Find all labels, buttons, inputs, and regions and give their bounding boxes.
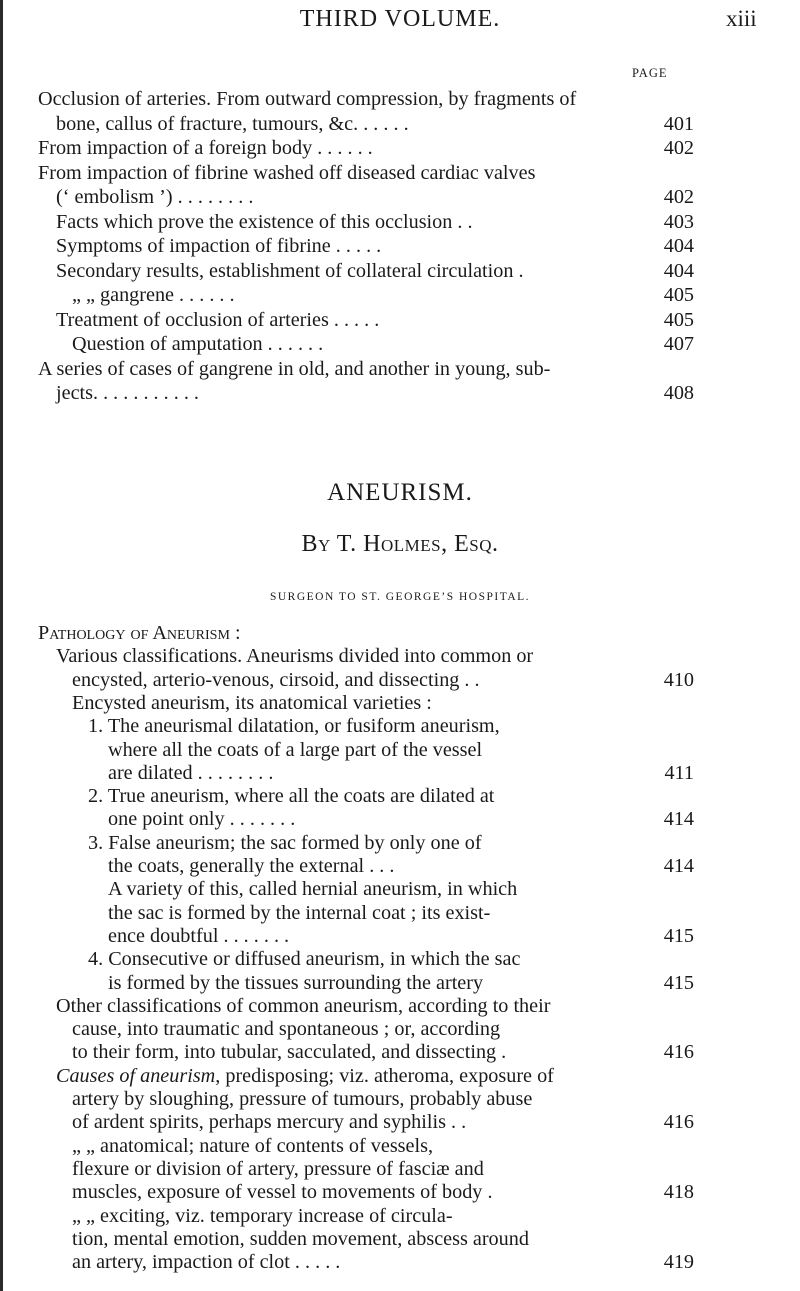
toc-entry-page: 404 [663,235,694,257]
toc-entry-text: 3. False aneurism; the sac formed by only one of [88,831,482,854]
toc-entry-text: „ „ gangrene . . . . . . [72,284,235,306]
toc-entry [0,621,800,646]
toc-entry-text: Treatment of occlusion of arteries . . . . . [56,308,380,331]
toc-entry [0,210,800,235]
toc-entry-text: cause, into traumatic and spontaneous ; or, according [72,1018,501,1041]
toc-entry-page: 405 [663,284,694,306]
toc-entry-text: From impaction of fibrine washed off diseased cardiac valves [38,161,536,184]
running-header [0,6,800,38]
toc-entry [0,1250,800,1275]
toc-entry [0,1227,800,1252]
toc-entry-page: 414 [663,808,694,831]
toc-entry-text: A variety of this, called hernial aneurism, in which [108,878,518,901]
toc-entry [0,831,800,856]
toc-entry [0,136,800,161]
toc-entry-text: flexure or division of artery, pressure of fasciæ and [72,1157,484,1180]
toc-entry-page: 402 [663,137,694,159]
toc-entry-text: 2. True aneurism, where all the coats are dilated at [88,785,495,808]
toc-entry [0,807,800,832]
toc-entry-text: A series of cases of gangrene in old, and another in young, sub- [38,357,551,380]
toc-entry [0,971,800,996]
toc-entry [0,87,800,112]
toc-entry-text: an artery, impaction of clot . . . . . [72,1251,341,1274]
toc-entry [0,994,800,1019]
toc-entry-text: to their form, into tubular, sacculated, and dissecting . [72,1041,507,1064]
toc-entry [0,691,800,716]
toc-entry-page: 408 [663,382,694,404]
toc-entry-text: Secondary results, establishment of collateral circulation . [56,259,524,282]
toc-entry-text: From impaction of a foreign body . . . . . . [38,137,373,159]
toc-entry-text: Encysted aneurism, its anatomical varieties : [72,691,432,714]
toc-entry-text: „ „ anatomical; nature of contents of vessels, [72,1134,433,1157]
toc-entry-text: artery by sloughing, pressure of tumours, probably abuse [72,1088,533,1110]
toc-entry-text: 1. The aneurismal dilatation, or fusiform aneurism, [88,715,500,738]
running-title: THIRD VOLUME. [299,6,501,32]
toc-entry [0,761,800,786]
toc-entry [0,714,800,739]
toc-entry-page: 405 [663,308,694,331]
toc-entry-text: jects. . . . . . . . . . . [56,382,199,404]
toc-entry-text: ence doubtful . . . . . . . [108,924,290,947]
author-line [0,531,800,558]
toc-entry [0,357,800,382]
toc-entry [0,644,800,669]
author-name: By T. Holmes, Esq. [301,531,499,557]
toc-entry [0,738,800,763]
toc-entry [0,1180,800,1205]
toc-entry [0,259,800,284]
toc-entry [0,1157,800,1182]
toc-entry-text: 4. Consecutive or diffused aneurism, in which the sac [88,948,521,971]
toc-entry-text: Symptoms of impaction of fibrine . . . . . [56,235,382,257]
toc-entry-page: 403 [663,210,694,233]
toc-entry-text: are dilated . . . . . . . . [108,761,274,784]
toc-entry-page: 404 [663,259,694,282]
toc-entry [0,1087,800,1112]
toc-entry [0,668,800,693]
toc-entry-text: (‘ embolism ’) . . . . . . . . [56,186,254,208]
toc-entry [0,1040,800,1065]
toc-entry [0,161,800,186]
toc-entry [0,112,800,137]
toc-entry-text: bone, callus of fracture, tumours, &c. . . . . . [56,112,409,135]
toc-entry [0,1134,800,1159]
toc-entry-page: 411 [664,761,694,784]
toc-entry-text: where all the coats of a large part of the vessel [108,738,483,761]
toc-entry [0,332,800,357]
toc-entry [0,784,800,809]
toc-entry-text: of ardent spirits, perhaps mercury and syphilis . . [72,1111,467,1134]
toc-entry-page: 415 [663,924,694,947]
toc-entry [0,1017,800,1042]
toc-entry-text: Other classifications of common aneurism, according to their [56,994,551,1017]
toc-entry-text: the coats, generally the external . . . [108,855,395,877]
toc-entry [0,877,800,902]
page-number: xiii [726,6,757,31]
toc-entry [0,947,800,972]
section-title: ANEURISM. [327,479,473,506]
page-column-label: PAGE [632,66,668,80]
toc-entry [0,901,800,926]
toc-entry-page: 402 [663,186,694,208]
toc-entry-text: tion, mental emotion, sudden movement, abscess around [72,1227,529,1250]
toc-entry [0,185,800,210]
toc-entry [0,1204,800,1229]
toc-entry [0,283,800,308]
toc-entry-text: Question of amputation . . . . . . [72,333,324,355]
toc-entry-text: muscles, exposure of vessel to movements of body . [72,1181,493,1204]
toc-entry-page: 418 [663,1181,694,1204]
toc-entry-text: Facts which prove the existence of this occlusion . . [56,210,473,233]
toc-entry-text: the sac is formed by the internal coat ; its exist- [108,901,491,924]
toc-entry [0,234,800,259]
toc-entry-page: 401 [663,112,694,135]
toc-entry-text: is formed by the tissues surrounding the artery [108,971,484,994]
toc-entry-text: Pathology of Aneurism : [38,622,241,644]
toc-entry-text: „ „ exciting, viz. temporary increase of circula- [72,1204,453,1227]
toc-entry-text: one point only . . . . . . . [108,808,296,831]
author-affiliation: SURGEON TO ST. GEORGE’S HOSPITAL. [269,591,531,603]
toc-entry [0,854,800,879]
toc-entry-page: 416 [663,1041,694,1064]
toc-entry-page: 416 [663,1111,694,1134]
toc-entry [0,381,800,406]
toc-entry [0,1064,800,1089]
toc-entry-page: 415 [663,971,694,994]
toc-entry-text: Occlusion of arteries. From outward compression, by fragments of [38,88,577,110]
toc-entry-page: 414 [663,855,694,877]
toc-entry-page: 407 [663,333,694,355]
toc-entry-page: 419 [663,1251,694,1274]
toc-entry-text: encysted, arterio-venous, cirsoid, and dissecting . . [72,668,480,691]
toc-entry [0,924,800,949]
toc-entry [0,308,800,333]
toc-entry-text: Causes of aneurism, predisposing; viz. atheroma, exposure of [56,1064,554,1087]
toc-entry-text: Various classifications. Aneurisms divided into common or [56,645,534,668]
toc-entry [0,1110,800,1135]
toc-entry-page: 410 [663,668,694,691]
